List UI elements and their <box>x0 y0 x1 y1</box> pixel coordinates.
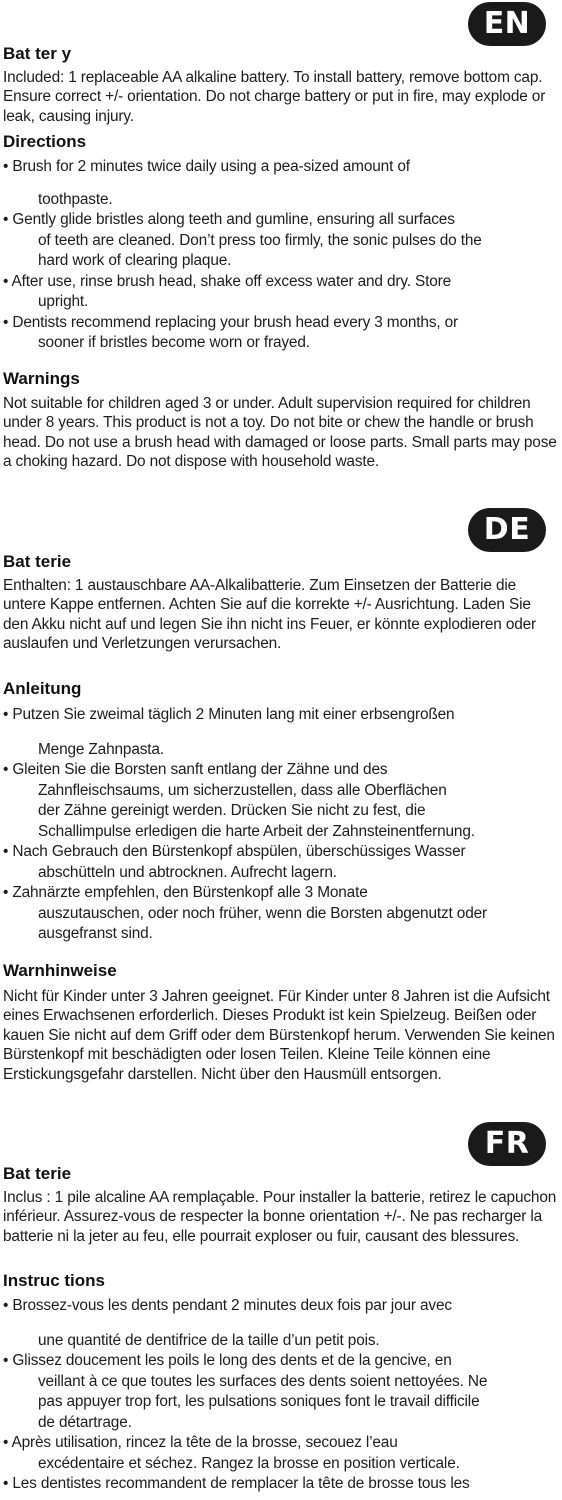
list-item-spacer <box>3 726 558 740</box>
section-en <box>0 0 562 500</box>
language-badge-de: DE <box>468 508 546 552</box>
list-item-continued: une quantité de dentifrice de la taille d’un petit pois. <box>38 1331 380 1349</box>
warnings-heading: Warnhinweise <box>3 961 117 980</box>
list-item: • Brossez-vous les dents pendant 2 minutes deux fois par jour avec <box>3 1297 452 1314</box>
list-item-continued: auszutauschen, oder noch früher, wenn die Borsten abgenutzt oder <box>38 904 488 922</box>
directions-heading: Directions <box>3 132 87 151</box>
battery-text: Inclus : 1 pile alcaline AA remplaçable. Pour installer la batterie, retirez le capuchon inférieur. Assurez-vous de respecter la bonne orientation +/-. Ne pas recharger la batterie ni la jeter au feu, elle pourrait exploser ou fuir, causant des blessures. <box>3 1189 557 1245</box>
list-item-continued: excédentaire et séchez. Rangez la brosse en position verticale. <box>38 1454 460 1472</box>
language-badge-en: EN <box>468 2 546 46</box>
list-item-continued: upright. <box>38 293 89 310</box>
list-item-continued: der Zähne gereinigt werden. Drücken Sie nicht zu fest, die <box>38 802 426 819</box>
list-item-continued: ausgefranst sind. <box>38 925 153 942</box>
directions-heading: Instruc tions <box>3 1271 106 1290</box>
list-item-continued: Menge Zahnpasta. <box>38 740 164 758</box>
list-item-continued: of teeth are cleaned. Don’t press too firmly, the sonic pulses do the <box>38 231 482 249</box>
list-item: • Dentists recommend replacing your brush head every 3 months, or <box>3 313 459 331</box>
list-item-continued: hard work of clearing plaque. <box>38 252 232 269</box>
section-fr <box>0 1115 562 1500</box>
battery-text: Included: 1 replaceable AA alkaline battery. To install battery, remove bottom cap. Ensure correct +/- orientation. Do not charge battery or put in fire, may explode or leak, causing injury. <box>3 69 546 125</box>
list-item-continued: sooner if bristles become worn or frayed. <box>38 334 310 351</box>
list-item-spacer <box>3 1317 558 1331</box>
list-item-continued: de détartrage. <box>38 1413 132 1431</box>
list-item-continued: Schallimpulse erledigen die harte Arbeit der Zahnsteinentfernung. <box>38 822 475 840</box>
list-item: • Zahnärzte empfehlen, den Bürstenkopf alle 3 Monate <box>3 884 368 901</box>
list-item: • Nach Gebrauch den Bürstenkopf abspülen, überschüssiges Wasser <box>3 843 466 860</box>
battery-heading: Bat ter y <box>3 44 72 63</box>
list-item: • Putzen Sie zweimal täglich 2 Minuten lang mit einer erbsengroßen <box>3 706 455 723</box>
list-item: • Brush for 2 minutes twice daily using a pea-sized amount of <box>3 158 410 175</box>
warnings-text: Nicht für Kinder unter 3 Jahren geeignet. Für Kinder unter 8 Jahren ist die Aufsicht eines Erwachsenen erforderlich. Dieses Produkt ist kein Spielzeug. Beißen oder kauen Sie nicht auf dem Griff oder dem Bürstenkopf herum. Verwenden Sie keinen Bürstenkopf mit beschädigten oder losen Teilen. Kleine Teile können eine Erstickungsgefahr darstellen. Nicht über den Hausmüll entsorgen. <box>3 988 555 1083</box>
list-item: • Glissez doucement les poils le long des dents et de la gencive, en <box>3 1352 452 1369</box>
list-item-continued: pas appuyer trop fort, les pulsations soniques font le travail difficile <box>38 1393 480 1410</box>
list-item-continued: toothpaste. <box>38 190 113 208</box>
warnings-heading: Warnings <box>3 369 80 388</box>
warnings-text: Not suitable for children aged 3 or under. Adult supervision required for children under 8 years. This product is not a toy. Do not bite or chew the handle or brush head. Do not use a brush head with damaged or loose parts. Small parts may pose a choking hazard. Do not dispose with household waste. <box>3 395 557 471</box>
directions-list <box>3 157 558 354</box>
directions-list <box>3 1296 558 1495</box>
list-item-continued: veillant à ce que toutes les surfaces des dents soient nettoyées. Ne <box>38 1372 488 1390</box>
battery-heading: Bat terie <box>3 552 72 571</box>
directions-list <box>3 705 558 945</box>
list-item: • Gently glide bristles along teeth and gumline, ensuring all surfaces <box>3 211 455 228</box>
list-item-spacer <box>3 178 558 190</box>
list-item: • After use, rinse brush head, shake off excess water and dry. Store <box>3 272 452 290</box>
list-item: • Après utilisation, rincez la tête de la brosse, secouez l’eau <box>3 1434 398 1451</box>
list-item-continued: Zahnfleischsaums, um sicherzustellen, dass alle Oberflächen <box>38 781 447 799</box>
list-item: • Les dentistes recommandent de remplacer la tête de brosse tous les <box>3 1475 470 1492</box>
section-de <box>0 500 562 1120</box>
directions-heading: Anleitung <box>3 679 82 698</box>
battery-heading: Bat terie <box>3 1164 72 1183</box>
battery-text: Enthalten: 1 austauschbare AA-Alkalibatterie. Zum Einsetzen der Batterie die untere Kappe entfernen. Achten Sie auf die korrekte +/- Ausrichtung. Laden Sie den Akku nicht auf und legen Sie ihn nicht ins Feuer, er könnte explodieren oder auslaufen und Verletzungen verursachen. <box>3 577 537 653</box>
list-item: • Gleiten Sie die Borsten sanft entlang der Zähne und des <box>3 761 388 778</box>
list-item-continued: abschütteln und abtrocknen. Aufrecht lagern. <box>38 863 337 881</box>
language-badge-fr: FR <box>468 1122 546 1166</box>
